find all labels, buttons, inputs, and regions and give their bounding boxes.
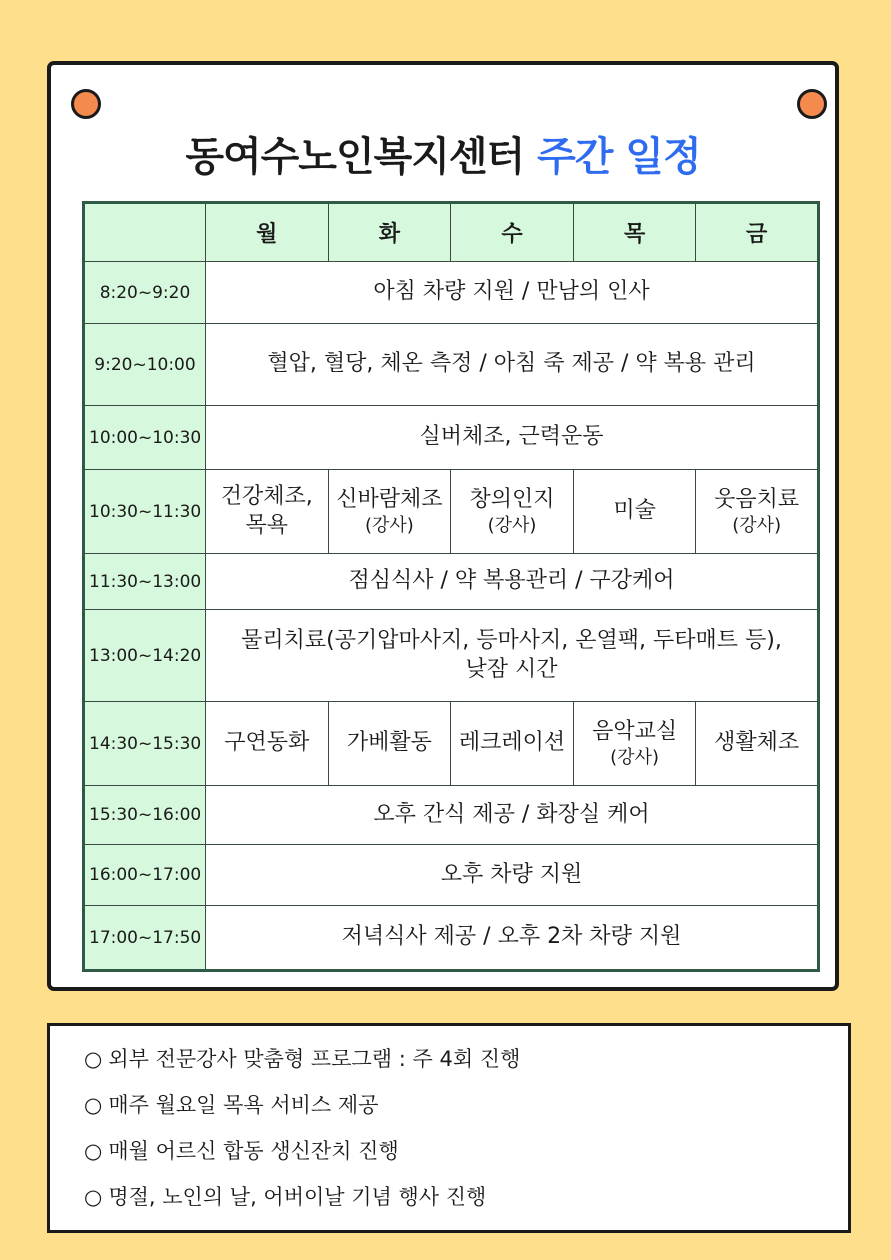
table-row (84, 470, 819, 554)
activity-sub-label: (강사) (487, 515, 537, 537)
activity-label: 음악교실 (592, 718, 678, 744)
activity-cell: 점심식사 / 약 복용관리 / 구강케어 (206, 554, 819, 610)
table-row (84, 786, 819, 845)
activity-cell (206, 470, 329, 554)
activity-cell (451, 702, 574, 786)
activity-label: 신바람체조 (336, 486, 443, 512)
time-cell: 11:30~13:00 (84, 554, 206, 610)
day-header: 수 (451, 203, 574, 262)
time-cell: 15:30~16:00 (84, 786, 206, 845)
activity-cell: 실버체조, 근력운동 (206, 406, 819, 470)
list-item (84, 1136, 848, 1182)
activity-label: 웃음치료 (714, 486, 800, 512)
page-title (51, 125, 835, 182)
day-header: 금 (696, 203, 819, 262)
activity-label: 구연동화 (224, 730, 310, 756)
table-row (84, 906, 819, 971)
activity-cell (573, 470, 696, 554)
activity-sub-label: 목욕 (245, 512, 289, 538)
activity-cell: 오후 간식 제공 / 화장실 케어 (206, 786, 819, 845)
activity-cell: 저녁식사 제공 / 오후 2차 차량 지원 (206, 906, 819, 971)
table-row (84, 406, 819, 470)
pin-icon (797, 89, 827, 119)
activity-cell (328, 702, 451, 786)
circle-bullet-icon: ○ (84, 1093, 103, 1117)
time-cell: 13:00~14:20 (84, 610, 206, 702)
activity-cell (206, 702, 329, 786)
time-cell: 9:20~10:00 (84, 324, 206, 406)
circle-bullet-icon: ○ (84, 1185, 103, 1209)
activity-cell: 아침 차량 지원 / 만남의 인사 (206, 262, 819, 324)
circle-bullet-icon: ○ (84, 1139, 103, 1163)
day-header: 목 (573, 203, 696, 262)
activity-cell (206, 610, 819, 702)
notes-box (47, 1023, 851, 1233)
weekly-schedule-table (82, 201, 820, 972)
time-cell: 8:20~9:20 (84, 262, 206, 324)
activity-label: 물리치료(공기압마사지, 등마사지, 온열팩, 두타매트 등), (241, 627, 782, 653)
activity-cell (573, 702, 696, 786)
table-row (84, 324, 819, 406)
time-cell: 17:00~17:50 (84, 906, 206, 971)
time-cell: 14:30~15:30 (84, 702, 206, 786)
corner-cell (84, 203, 206, 262)
activity-cell: 혈압, 혈당, 체온 측정 / 아침 죽 제공 / 약 복용 관리 (206, 324, 819, 406)
title-accent: 주간 일정 (537, 134, 701, 180)
list-item (84, 1090, 848, 1136)
activity-cell (328, 470, 451, 554)
table-row (84, 610, 819, 702)
list-item (84, 1182, 848, 1228)
activity-label: 가베활동 (346, 730, 432, 756)
activity-sub-label: (강사) (364, 515, 414, 537)
activity-cell: 오후 차량 지원 (206, 845, 819, 906)
table-row (84, 845, 819, 906)
table-row (84, 554, 819, 610)
title-main: 동여수노인복지센터 (185, 134, 525, 180)
activity-cell (696, 470, 819, 554)
circle-bullet-icon: ○ (84, 1047, 103, 1071)
day-header: 월 (206, 203, 329, 262)
activity-label-line2: 낮잠 시간 (465, 656, 558, 682)
activity-label: 미술 (613, 498, 656, 524)
activity-cell (451, 470, 574, 554)
note-text: 외부 전문강사 맞춤형 프로그램 : 주 4회 진행 (108, 1047, 521, 1071)
table-row (84, 262, 819, 324)
header-row (84, 203, 819, 262)
activity-label: 레크레이션 (458, 730, 566, 756)
day-header: 화 (328, 203, 451, 262)
time-cell: 10:00~10:30 (84, 406, 206, 470)
note-text: 매주 월요일 목욕 서비스 제공 (108, 1093, 379, 1117)
activity-label: 생활체조 (714, 730, 800, 756)
activity-cell (696, 702, 819, 786)
list-item (84, 1044, 848, 1090)
time-cell: 16:00~17:00 (84, 845, 206, 906)
note-text: 매월 어르신 합동 생신잔치 진행 (108, 1139, 399, 1163)
pin-icon (71, 89, 101, 119)
activity-sub-label: (강사) (732, 515, 782, 537)
activity-label: 건강체조, (220, 483, 313, 509)
activity-label: 창의인지 (469, 486, 555, 512)
activity-sub-label: (강사) (610, 747, 659, 769)
schedule-board (47, 61, 839, 991)
table-row (84, 702, 819, 786)
note-text: 명절, 노인의 날, 어버이날 기념 행사 진행 (108, 1185, 487, 1209)
time-cell: 10:30~11:30 (84, 470, 206, 554)
